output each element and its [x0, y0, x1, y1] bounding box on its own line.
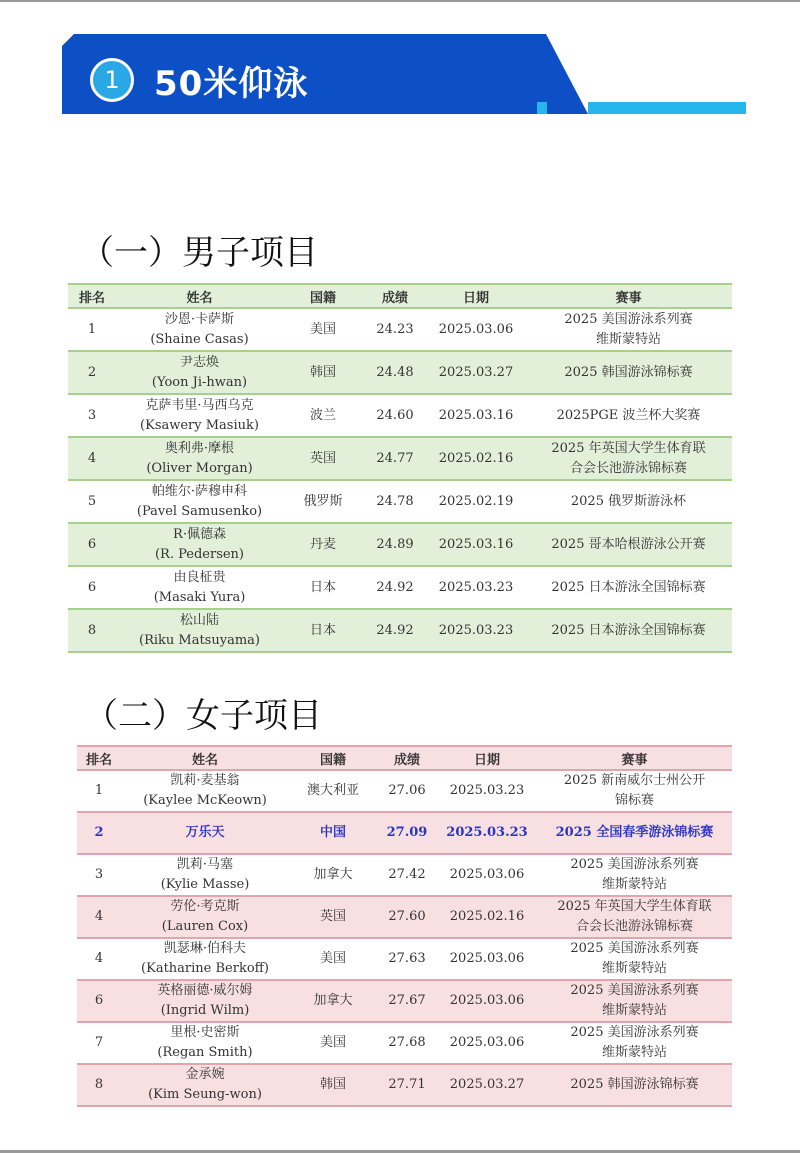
- table-row: [68, 609, 732, 652]
- table-row: [77, 980, 732, 1022]
- name-cell-line-1: 万乐天: [185, 825, 225, 840]
- nation-cell: [289, 938, 377, 980]
- date-cell: [437, 770, 537, 812]
- date-cell-line-1: 2025.03.27: [438, 364, 514, 380]
- date-cell-line-1: 2025.03.06: [449, 1035, 525, 1050]
- table-row: [77, 770, 732, 812]
- section-banner: [62, 34, 752, 116]
- time-cell: [363, 351, 427, 394]
- rank-cell: [68, 308, 116, 351]
- nation-cell: [283, 351, 363, 394]
- date-cell: [427, 394, 525, 437]
- date-cell: [427, 308, 525, 351]
- name-cell-line-2: (Ingrid Wilm): [160, 1003, 250, 1018]
- date-cell-line-1: 2025.02.19: [438, 493, 514, 509]
- column-header-time: 成绩: [381, 290, 408, 306]
- rank-cell-line-1: 2: [94, 825, 104, 840]
- nation-cell-line-1: 日本: [309, 579, 336, 595]
- date-cell-line-1: 2025.03.06: [449, 993, 525, 1008]
- time-cell-line-1: 27.60: [388, 909, 426, 924]
- event-cell: [525, 480, 732, 523]
- column-header-nation: 国籍: [319, 752, 346, 768]
- time-cell: [363, 480, 427, 523]
- rank-cell-line-1: 3: [87, 407, 97, 423]
- nation-cell: [289, 854, 377, 896]
- table-row: [68, 437, 732, 480]
- rank-cell-line-1: 8: [94, 1077, 104, 1092]
- time-cell: [377, 1022, 437, 1064]
- name-cell-line-1: 沙恩·卡萨斯: [164, 311, 235, 327]
- name-cell: [121, 854, 289, 896]
- name-cell-line-1: 克萨韦里·马西乌克: [145, 397, 254, 413]
- date-cell-line-1: 2025.03.06: [449, 867, 525, 882]
- date-cell: [437, 854, 537, 896]
- nation-cell-line-1: 波兰: [309, 407, 336, 423]
- column-header-rank: 排名: [78, 290, 105, 306]
- nation-cell: [289, 896, 377, 938]
- event-cell-line-1: 2025 美国游泳系列赛: [570, 941, 699, 956]
- event-cell: [525, 308, 732, 351]
- date-cell: [437, 896, 537, 938]
- table-header-row: [77, 746, 732, 770]
- name-cell-line-2: (Riku Matsuyama): [139, 632, 260, 648]
- event-cell-line-2: 合会长池游泳锦标赛: [569, 460, 687, 476]
- nation-cell: [283, 437, 363, 480]
- nation-cell: [283, 566, 363, 609]
- time-cell-line-1: 27.63: [388, 951, 426, 966]
- rank-cell: [68, 394, 116, 437]
- nation-cell: [283, 394, 363, 437]
- column-header-nation: 国籍: [309, 290, 336, 306]
- event-cell-line-1: 2025 新南威尔士州公开: [563, 773, 706, 788]
- name-cell: [121, 1064, 289, 1106]
- rank-cell: [68, 480, 116, 523]
- time-cell: [377, 938, 437, 980]
- table-row: [68, 394, 732, 437]
- rank-cell-line-1: 1: [87, 321, 97, 337]
- name-cell: [116, 480, 283, 523]
- table-row: [68, 480, 732, 523]
- name-cell: [116, 351, 283, 394]
- event-cell-line-2: 维斯蒙特站: [601, 877, 667, 892]
- name-cell: [116, 308, 283, 351]
- name-cell-line-1: 英格丽德·威尔姆: [157, 983, 253, 998]
- nation-cell: [289, 1022, 377, 1064]
- time-cell-line-1: 24.48: [376, 364, 414, 380]
- event-cell: [537, 938, 732, 980]
- event-cell: [537, 1064, 732, 1106]
- rank-cell: [68, 437, 116, 480]
- section-number-badge: 1: [90, 58, 134, 102]
- time-cell: [377, 1064, 437, 1106]
- event-cell: [537, 980, 732, 1022]
- column-header-event: 赛事: [615, 290, 642, 306]
- name-cell-line-1: R·佩德森: [173, 526, 226, 542]
- name-cell-line-1: 劳伦·考克斯: [170, 899, 240, 914]
- date-cell: [437, 1064, 537, 1106]
- nation-cell: [289, 980, 377, 1022]
- nation-cell-line-1: 英国: [319, 909, 346, 924]
- time-cell-line-1: 24.77: [376, 450, 414, 466]
- time-cell-line-1: 24.78: [376, 493, 414, 509]
- table-row: [77, 812, 732, 854]
- rank-cell: [77, 1064, 121, 1106]
- name-cell: [116, 437, 283, 480]
- date-cell-line-1: 2025.03.06: [438, 321, 514, 337]
- rank-cell-line-1: 4: [94, 951, 104, 966]
- rank-cell-line-1: 5: [87, 493, 97, 509]
- table-row: [77, 896, 732, 938]
- rank-cell-line-1: 6: [87, 579, 97, 595]
- time-cell-line-1: 27.67: [388, 993, 426, 1008]
- name-cell-line-2: (Shaine Casas): [150, 331, 249, 347]
- event-cell: [525, 523, 732, 566]
- event-cell-line-1: 2025 美国游泳系列赛: [570, 857, 699, 872]
- name-cell-line-1: 里根·史密斯: [170, 1025, 240, 1040]
- name-cell-line-2: (Masaki Yura): [153, 589, 246, 605]
- men-results-table: [68, 283, 732, 653]
- event-cell-line-1: 2025 哥本哈根游泳公开赛: [551, 536, 706, 552]
- name-cell-line-1: 金承婉: [185, 1067, 225, 1082]
- name-cell: [121, 812, 289, 854]
- table-row: [77, 938, 732, 980]
- nation-cell-line-1: 英国: [309, 450, 336, 466]
- table-row: [77, 854, 732, 896]
- rank-cell: [68, 351, 116, 394]
- nation-cell-line-1: 丹麦: [309, 536, 336, 552]
- event-cell-line-1: 2025 美国游泳系列赛: [570, 1025, 699, 1040]
- rank-cell: [68, 523, 116, 566]
- event-cell: [525, 437, 732, 480]
- table-row: [68, 566, 732, 609]
- event-cell-line-1: 2025 年英国大学生体育联: [551, 440, 706, 456]
- event-cell-line-1: 2025 韩国游泳锦标赛: [570, 1077, 699, 1092]
- event-cell-line-2: 合会长池游泳锦标赛: [575, 919, 693, 934]
- table-row: [77, 1022, 732, 1064]
- event-cell: [525, 351, 732, 394]
- nation-cell: [283, 480, 363, 523]
- nation-cell-line-1: 俄罗斯: [303, 493, 343, 509]
- column-header-name: 姓名: [186, 290, 213, 306]
- date-cell-line-1: 2025.02.16: [449, 909, 525, 924]
- event-cell: [537, 812, 732, 854]
- date-cell: [437, 938, 537, 980]
- date-cell-line-1: 2025.03.06: [449, 951, 525, 966]
- nation-cell-line-1: 日本: [309, 622, 336, 638]
- name-cell-line-1: 凯莉·马塞: [176, 857, 234, 872]
- name-cell-line-2: (Katharine Berkoff): [141, 961, 269, 976]
- name-cell: [116, 394, 283, 437]
- name-cell: [121, 980, 289, 1022]
- date-cell: [437, 980, 537, 1022]
- name-cell-line-1: 奥利弗·摩根: [164, 440, 235, 456]
- section-title-banner: 50米仰泳: [154, 64, 309, 104]
- nation-cell: [289, 812, 377, 854]
- date-cell: [427, 480, 525, 523]
- column-header-event: 赛事: [621, 752, 648, 768]
- event-cell: [537, 1022, 732, 1064]
- nation-cell-line-1: 加拿大: [313, 993, 353, 1008]
- time-cell-line-1: 24.92: [376, 579, 414, 595]
- date-cell: [427, 523, 525, 566]
- time-cell: [363, 523, 427, 566]
- name-cell: [116, 523, 283, 566]
- event-cell: [537, 896, 732, 938]
- rank-cell-line-1: 6: [87, 536, 97, 552]
- time-cell-line-1: 24.89: [376, 536, 414, 552]
- time-cell-line-1: 24.92: [376, 622, 414, 638]
- name-cell-line-1: 由良柾贵: [173, 569, 226, 585]
- date-cell-line-1: 2025.03.23: [446, 825, 528, 840]
- event-cell-line-2: 维斯蒙特站: [601, 1045, 667, 1060]
- table-row: [77, 1064, 732, 1106]
- name-cell-line-2: (Yoon Ji-hwan): [151, 374, 248, 390]
- table-header-row: [68, 284, 732, 308]
- nation-cell: [283, 523, 363, 566]
- rank-cell: [68, 609, 116, 652]
- nation-cell: [289, 1064, 377, 1106]
- event-cell: [537, 770, 732, 812]
- time-cell-line-1: 24.23: [376, 321, 414, 337]
- time-cell: [377, 770, 437, 812]
- nation-cell-line-1: 美国: [319, 951, 346, 966]
- name-cell-line-2: (Regan Smith): [157, 1045, 253, 1060]
- name-cell: [116, 566, 283, 609]
- men-section-title: （一）男子项目: [80, 233, 318, 273]
- column-header-name: 姓名: [191, 752, 218, 768]
- name-cell-line-2: (Kaylee McKeown): [143, 793, 267, 808]
- nation-cell-line-1: 美国: [319, 1035, 346, 1050]
- date-cell: [427, 351, 525, 394]
- time-cell-line-1: 27.68: [388, 1035, 426, 1050]
- nation-cell: [283, 609, 363, 652]
- women-results-table: [77, 745, 732, 1107]
- nation-cell: [283, 308, 363, 351]
- rank-cell-line-1: 6: [94, 993, 104, 1008]
- name-cell-line-1: 凯瑟琳·伯科夫: [163, 941, 247, 956]
- column-header-date: 日期: [462, 290, 489, 306]
- event-cell-line-2: 锦标赛: [614, 793, 654, 808]
- name-cell-line-2: (Pavel Samusenko): [136, 503, 263, 519]
- date-cell: [437, 1022, 537, 1064]
- event-cell-line-2: 维斯蒙特站: [601, 1003, 667, 1018]
- event-cell-line-1: 2025 美国游泳系列赛: [570, 983, 699, 998]
- name-cell-line-2: (Kylie Masse): [160, 877, 250, 892]
- event-cell-line-1: 2025 日本游泳全国锦标赛: [551, 622, 706, 638]
- event-cell-line-1: 2025 美国游泳系列赛: [564, 311, 693, 327]
- event-cell: [525, 566, 732, 609]
- date-cell-line-1: 2025.03.23: [438, 579, 514, 595]
- name-cell-line-2: (Oliver Morgan): [146, 460, 253, 476]
- time-cell: [363, 566, 427, 609]
- nation-cell-line-1: 韩国: [319, 1077, 346, 1092]
- date-cell: [427, 609, 525, 652]
- event-cell: [537, 854, 732, 896]
- time-cell: [363, 308, 427, 351]
- time-cell: [377, 896, 437, 938]
- table-row: [68, 308, 732, 351]
- date-cell: [427, 566, 525, 609]
- event-cell-line-1: 2025 俄罗斯游泳杯: [570, 493, 687, 509]
- table-row: [68, 351, 732, 394]
- name-cell-line-2: (Lauren Cox): [161, 919, 249, 934]
- time-cell-line-1: 27.09: [386, 825, 428, 840]
- event-cell-line-1: 2025 韩国游泳锦标赛: [564, 364, 693, 380]
- event-cell-line-2: 维斯蒙特站: [595, 331, 661, 347]
- time-cell: [377, 854, 437, 896]
- women-section-title: （二）女子项目: [84, 696, 322, 736]
- date-cell-line-1: 2025.03.16: [438, 536, 514, 552]
- time-cell-line-1: 24.60: [376, 407, 414, 423]
- rank-cell-line-1: 4: [94, 909, 104, 924]
- rank-cell: [77, 770, 121, 812]
- rank-cell: [77, 938, 121, 980]
- nation-cell-line-1: 美国: [309, 321, 336, 337]
- rank-cell-line-1: 7: [94, 1035, 104, 1050]
- time-cell-line-1: 27.06: [388, 783, 426, 798]
- date-cell: [437, 812, 537, 854]
- rank-cell: [77, 1022, 121, 1064]
- nation-cell-line-1: 澳大利亚: [306, 783, 359, 798]
- name-cell: [121, 770, 289, 812]
- name-cell: [116, 609, 283, 652]
- event-cell: [525, 609, 732, 652]
- time-cell-line-1: 27.71: [388, 1077, 426, 1092]
- name-cell-line-2: (R. Pedersen): [154, 546, 245, 562]
- rank-cell-line-1: 3: [94, 867, 104, 882]
- event-cell-line-1: 2025PGE 波兰杯大奖赛: [556, 407, 701, 423]
- time-cell: [363, 437, 427, 480]
- name-cell: [121, 1022, 289, 1064]
- name-cell-line-2: (Ksawery Masiuk): [140, 417, 259, 433]
- name-cell: [121, 896, 289, 938]
- date-cell: [427, 437, 525, 480]
- name-cell: [121, 938, 289, 980]
- rank-cell: [77, 980, 121, 1022]
- time-cell: [377, 812, 437, 854]
- date-cell-line-1: 2025.03.27: [449, 1077, 525, 1092]
- rank-cell-line-1: 1: [94, 783, 104, 798]
- event-cell-line-1: 2025 年英国大学生体育联: [557, 899, 712, 914]
- date-cell-line-1: 2025.02.16: [438, 450, 514, 466]
- name-cell-line-1: 帕维尔·萨穆申科: [151, 483, 248, 499]
- rank-cell: [77, 896, 121, 938]
- time-cell: [363, 609, 427, 652]
- nation-cell-line-1: 加拿大: [313, 867, 353, 882]
- time-cell: [363, 394, 427, 437]
- date-cell-line-1: 2025.03.16: [438, 407, 514, 423]
- time-cell-line-1: 27.42: [388, 867, 426, 882]
- column-header-rank: 排名: [85, 752, 112, 768]
- rank-cell: [77, 812, 121, 854]
- column-header-time: 成绩: [393, 752, 420, 768]
- rank-cell: [68, 566, 116, 609]
- nation-cell-line-1: 韩国: [309, 364, 336, 380]
- date-cell-line-1: 2025.03.23: [449, 783, 525, 798]
- event-cell-line-2: 维斯蒙特站: [601, 961, 667, 976]
- column-header-date: 日期: [473, 752, 500, 768]
- date-cell-line-1: 2025.03.23: [438, 622, 514, 638]
- rank-cell-line-1: 4: [87, 450, 97, 466]
- event-cell-line-1: 2025 日本游泳全国锦标赛: [551, 579, 706, 595]
- table-row: [68, 523, 732, 566]
- rank-cell-line-1: 2: [87, 364, 97, 380]
- name-cell-line-2: (Kim Seung-won): [148, 1087, 262, 1102]
- event-cell: [525, 394, 732, 437]
- rank-cell-line-1: 8: [87, 622, 97, 638]
- time-cell: [377, 980, 437, 1022]
- rank-cell: [77, 854, 121, 896]
- name-cell-line-1: 松山陆: [179, 612, 219, 628]
- nation-cell: [289, 770, 377, 812]
- nation-cell-line-1: 中国: [319, 825, 346, 840]
- name-cell-line-1: 凯莉·麦基翁: [170, 773, 240, 788]
- top-border-line: [0, 0, 800, 2]
- event-cell-line-1: 2025 全国春季游泳锦标赛: [555, 825, 714, 840]
- name-cell-line-1: 尹志焕: [179, 354, 219, 370]
